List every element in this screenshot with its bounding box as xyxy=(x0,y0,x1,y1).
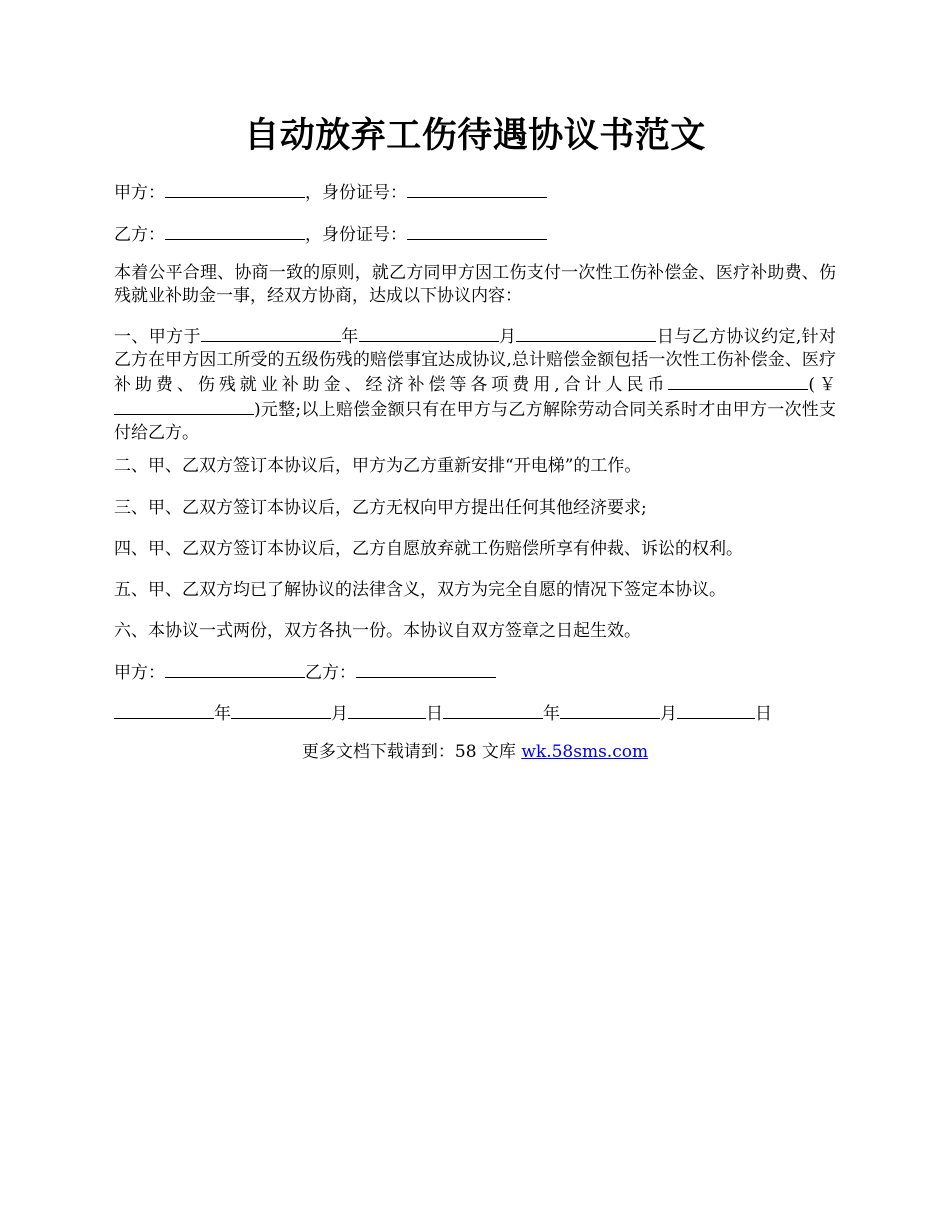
date-a-day-blank xyxy=(348,701,426,719)
clause-6: 六、本协议一式两份，双方各执一份。本协议自双方签章之日起生效。 xyxy=(114,621,641,641)
date-line xyxy=(114,701,836,726)
party-a-id-label: ，身份证号： xyxy=(305,183,407,203)
date-a-month-blank xyxy=(231,701,331,719)
date-b-year-label: 年 xyxy=(543,704,560,724)
date-a-day-label: 日 xyxy=(426,704,443,724)
date-b-day-blank xyxy=(677,701,755,719)
party-a-label: 甲方： xyxy=(114,183,165,203)
party-b-name-blank xyxy=(165,222,305,240)
clause-1-year-blank xyxy=(201,324,341,342)
clause-1-month-label: 月 xyxy=(498,327,517,347)
clause-3: 三、甲、乙双方签订本协议后，乙方无权向甲方提出任何其他经济要求; xyxy=(114,498,647,518)
clause-5: 五、甲、乙双方均已了解协议的法律含义，双方为完全自愿的情况下签定本协议。 xyxy=(114,580,726,600)
party-a-id-blank xyxy=(407,180,547,198)
signature-party-b-blank xyxy=(356,660,496,678)
clause-1-year-label: 年 xyxy=(340,327,359,347)
party-b-id-blank xyxy=(407,222,547,240)
signature-party-a-blank xyxy=(165,660,305,678)
clause-1-yen-open: (￥ xyxy=(808,375,837,395)
clause-1-tail: )元整;以上赔偿金额只有在甲方与乙方解除劳动合同关系时才由甲方一次性支付给乙方。 xyxy=(114,400,836,443)
party-b-id-label: ，身份证号： xyxy=(305,225,407,245)
document-title: 自动放弃工伤待遇协议书范文 xyxy=(244,115,706,156)
clause-1-yen-blank xyxy=(114,397,254,415)
date-a-year-blank xyxy=(114,701,214,719)
clause-1-body: 日与乙方协议约定,针对乙方在甲方因工所受的五级伤残的赔偿事宜达成协议,总计赔偿金额包括一次性工伤补偿金、医疗补助费、伤残就业补助金、经济补偿等各项费用,合计人民币 xyxy=(114,327,837,395)
party-b-label: 乙方： xyxy=(114,225,165,245)
date-a-month-label: 月 xyxy=(331,704,348,724)
clause-1-prefix: 一、甲方于 xyxy=(114,327,201,347)
party-a-name-blank xyxy=(165,180,305,198)
clause-1-month-blank xyxy=(359,324,499,342)
signature-party-b-label: 乙方： xyxy=(305,663,356,683)
footer xyxy=(0,741,950,764)
clause-4: 四、甲、乙双方签订本协议后，乙方自愿放弃就工伤赔偿所享有仲裁、诉讼的权利。 xyxy=(114,539,743,559)
clause-1-amount-blank xyxy=(668,372,808,390)
date-a-year-label: 年 xyxy=(214,704,231,724)
date-b-day-label: 日 xyxy=(755,704,772,724)
clause-1-day-blank xyxy=(516,324,656,342)
signature-party-a-label: 甲方： xyxy=(114,663,165,683)
party-b-line xyxy=(114,222,836,247)
footer-text: 更多文档下载请到：58 文库 xyxy=(301,742,522,762)
date-b-month-label: 月 xyxy=(660,704,677,724)
party-a-line xyxy=(114,180,836,205)
clause-1 xyxy=(114,324,836,445)
signature-line xyxy=(114,660,836,685)
date-b-year-blank xyxy=(443,701,543,719)
footer-link[interactable]: wk.58sms.com xyxy=(521,742,649,762)
clause-2: 二、甲、乙双方签订本协议后，甲方为乙方重新安排“开电梯”的工作。 xyxy=(114,456,642,476)
date-b-month-blank xyxy=(560,701,660,719)
intro-paragraph: 本着公平合理、协商一致的原则，就乙方同甲方因工伤支付一次性工伤补偿金、医疗补助费、伤残就业补助金一事，经双方协商，达成以下协议内容： xyxy=(114,263,836,306)
